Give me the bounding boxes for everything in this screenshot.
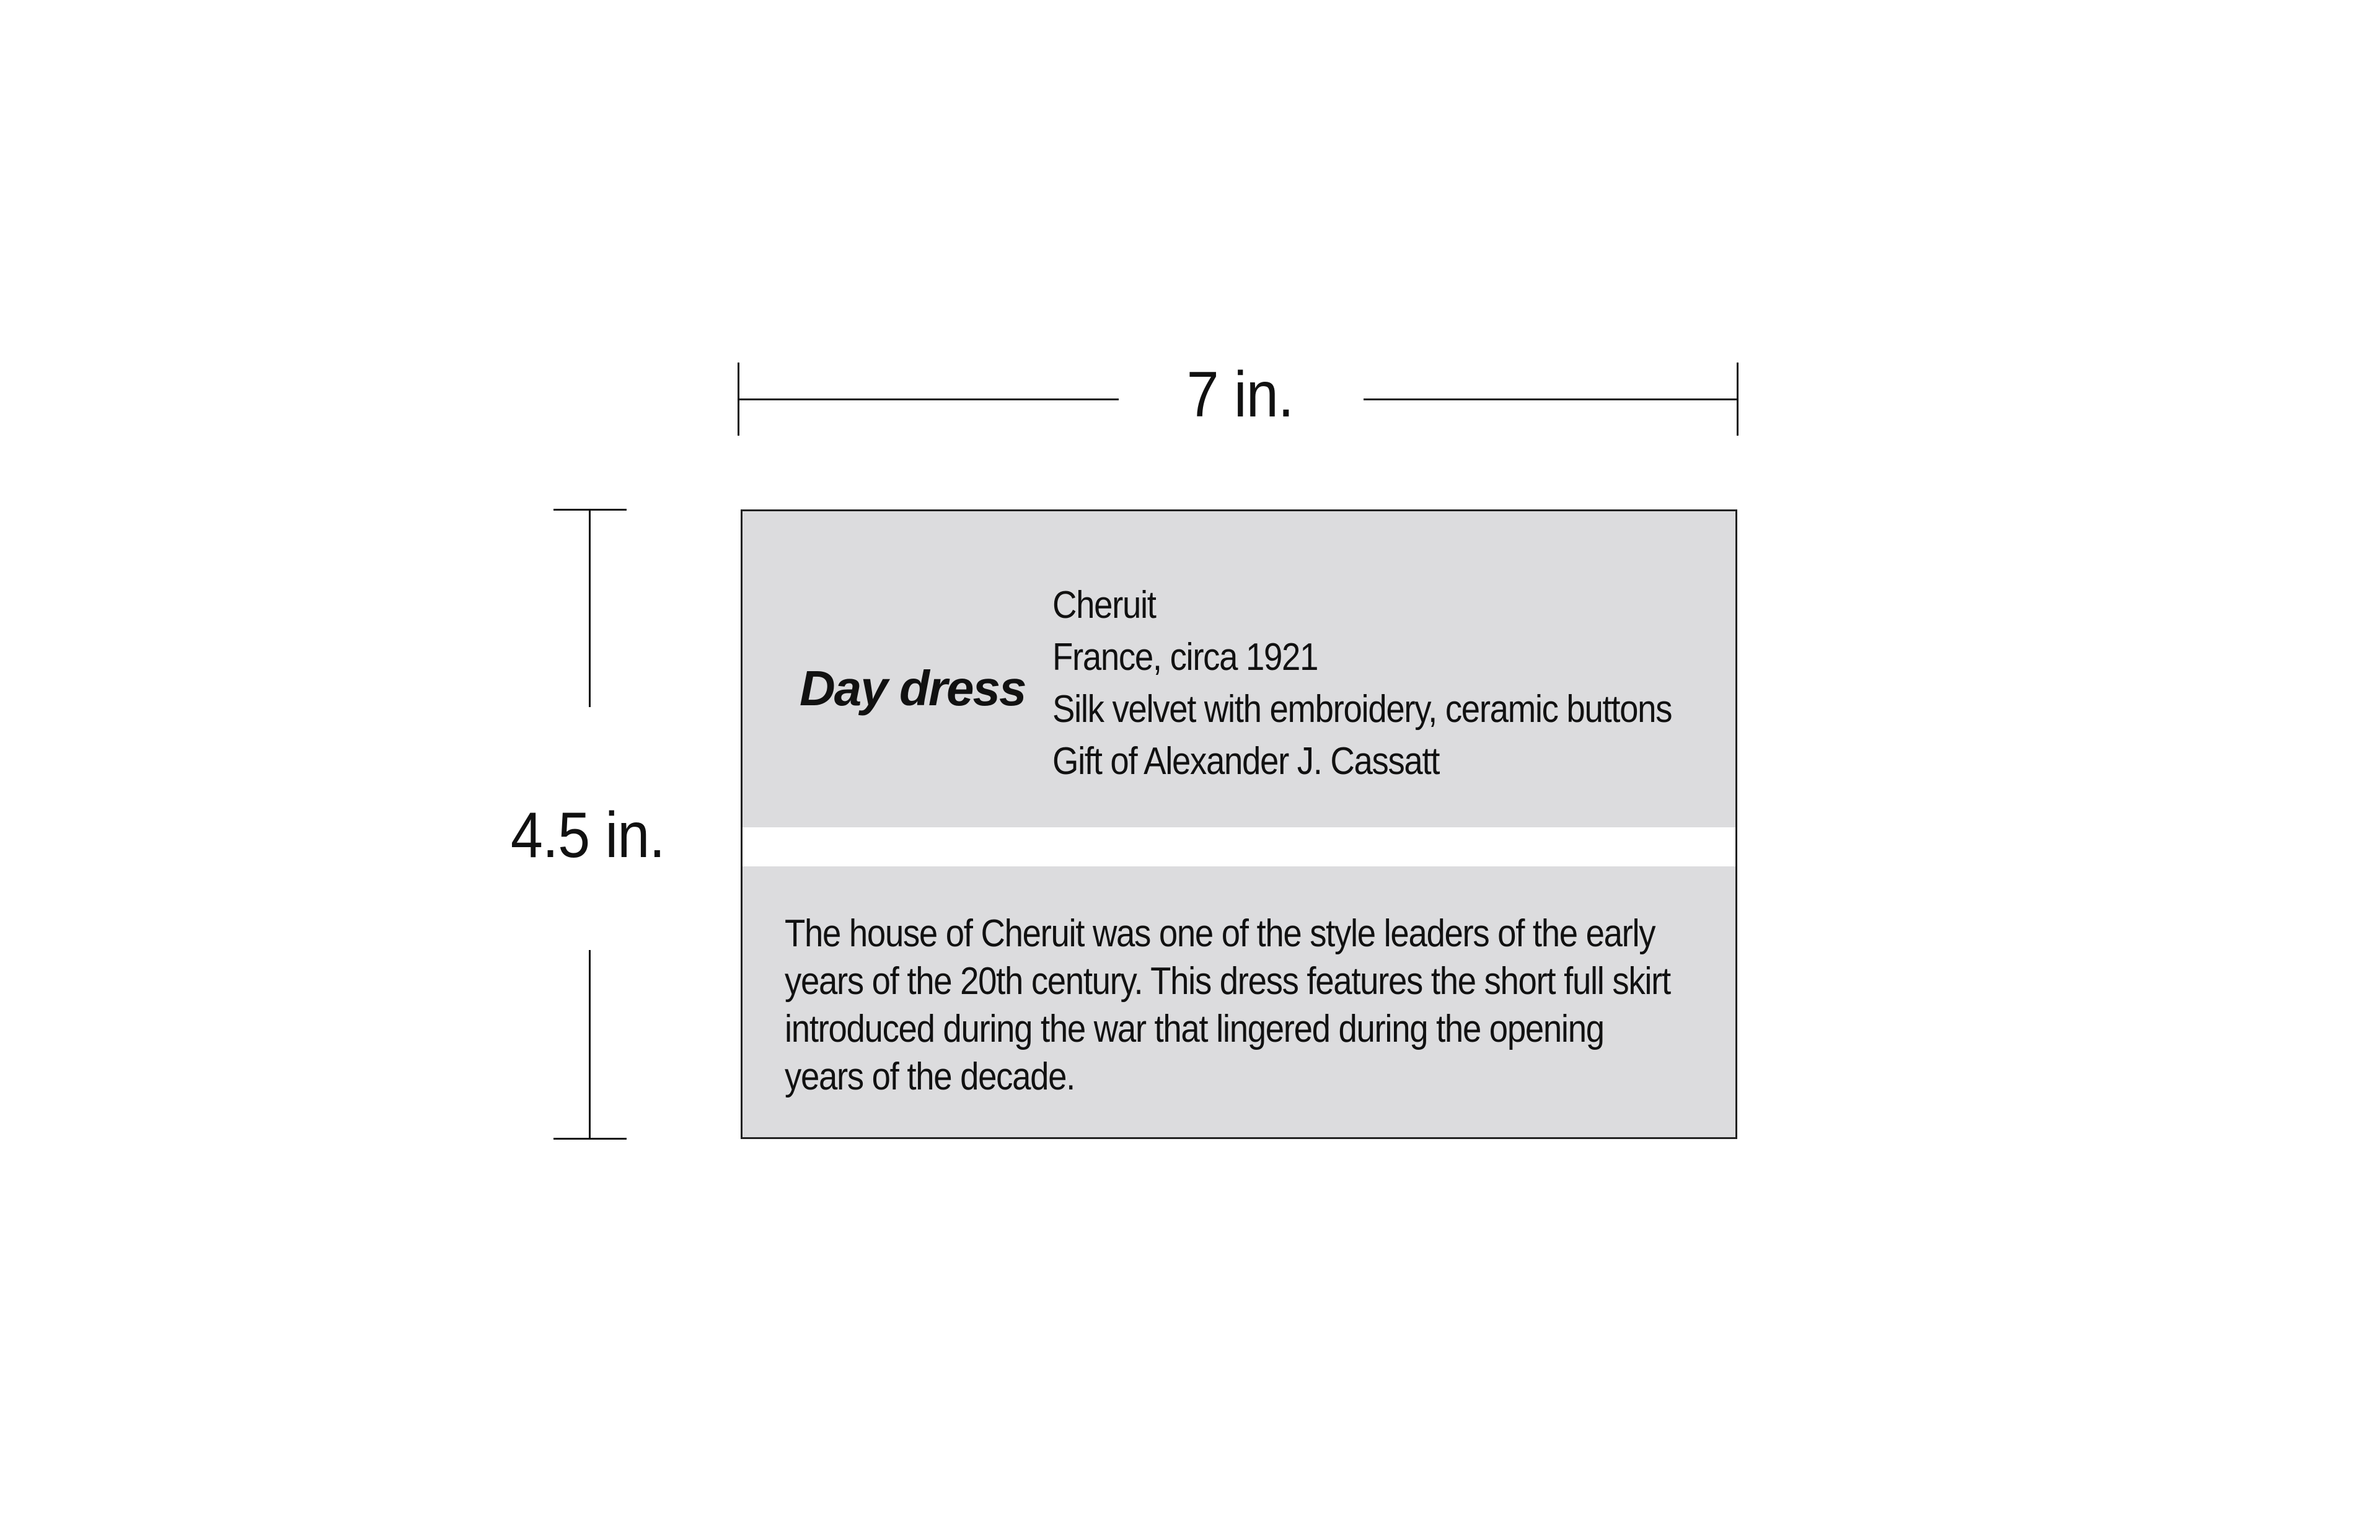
description-line: years of the 20th century. This dress features the short full skirt: [785, 960, 1670, 1003]
width-dimension-left-line: [738, 398, 1119, 400]
detail-maker: Cheruit: [1052, 584, 1156, 627]
label-description-panel: [743, 866, 1735, 1137]
description-line: The house of Cheruit was one of the style leaders of the early: [785, 912, 1655, 955]
museum-label: [741, 509, 1737, 1139]
description-line: years of the decade.: [785, 1055, 1075, 1098]
object-description: [785, 910, 1776, 1101]
object-title: Day dress: [800, 661, 1026, 716]
height-dimension-bottom-line: [589, 950, 591, 1140]
detail-origin-date: France, circa 1921: [1052, 636, 1318, 679]
width-dimension-right-line: [1364, 398, 1739, 400]
detail-credit-line: Gift of Alexander J. Cassatt: [1052, 740, 1440, 783]
height-dimension-label: 4.5 in.: [510, 799, 665, 871]
object-details: [1052, 579, 1756, 788]
height-dimension-bottom-tick: [553, 1138, 627, 1140]
description-line: introduced during the war that lingered during the opening: [785, 1008, 1604, 1050]
label-header-panel: [743, 511, 1735, 827]
width-dimension-label: 7 in.: [1186, 359, 1294, 431]
width-dimension-right-tick: [1737, 363, 1739, 436]
height-dimension-top-line: [589, 509, 591, 707]
detail-materials: Silk velvet with embroidery, ceramic buttons: [1052, 688, 1672, 731]
